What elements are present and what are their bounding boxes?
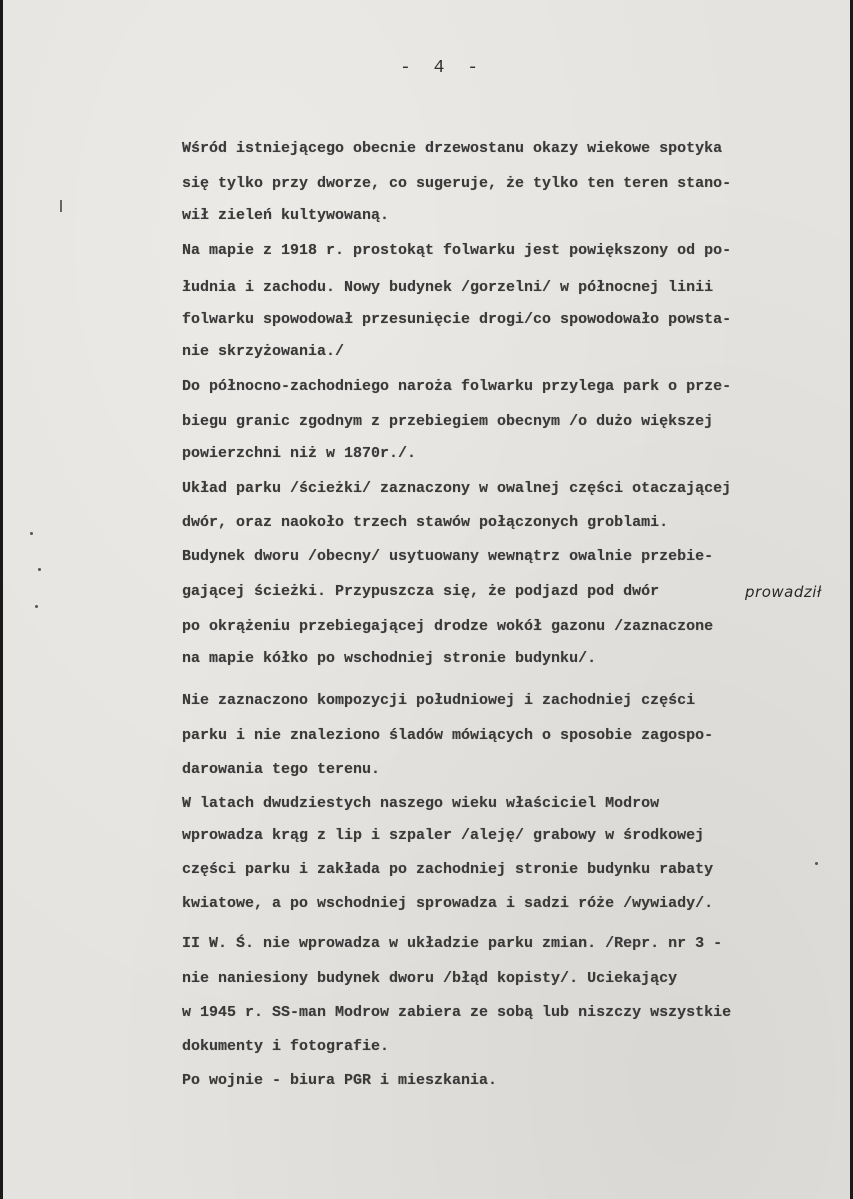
text-line: części parku i zakłada po zachodniej stronie budynku rabaty xyxy=(182,861,714,878)
text-line: Po wojnie - biura PGR i mieszkania. xyxy=(182,1072,498,1089)
margin-dot xyxy=(30,532,33,535)
text-line: się tylko przy dworze, co sugeruje, że tylko ten teren stano- xyxy=(182,175,732,192)
text-line: powierzchni niż w 1870r./. xyxy=(182,445,417,462)
text-line: Nie zaznaczono kompozycji południowej i zachodniej części xyxy=(182,692,696,709)
page-number: - 4 - xyxy=(400,58,485,78)
text-line: folwarku spowodował przesunięcie drogi/co spowodowało powsta- xyxy=(182,311,732,328)
margin-dot xyxy=(815,862,818,865)
left-page-edge xyxy=(0,0,3,1199)
text-line: biegu granic zgodnym z przebiegiem obecnym /o dużo większej xyxy=(182,413,714,430)
text-line: Do północno-zachodniego naroża folwarku przylega park o prze- xyxy=(182,378,732,395)
text-line: łudnia i zachodu. Nowy budynek /gorzelni/ w północnej linii xyxy=(182,279,714,296)
handwritten-note: prowadził xyxy=(745,583,822,601)
text-line: II W. Ś. nie wprowadza w układzie parku zmian. /Repr. nr 3 - xyxy=(182,935,723,952)
text-line: dokumenty i fotografie. xyxy=(182,1038,390,1055)
text-line: nie naniesiony budynek dworu /błąd kopisty/. Uciekający xyxy=(182,970,678,987)
text-line: nie skrzyżowania./ xyxy=(182,343,345,360)
text-line: na mapie kółko po wschodniej stronie budynku/. xyxy=(182,650,597,667)
text-line: Wśród istniejącego obecnie drzewostanu okazy wiekowe spotyka xyxy=(182,140,723,157)
text-line: gającej ścieżki. Przypuszcza się, że podjazd pod dwór xyxy=(182,583,660,600)
text-line: Na mapie z 1918 r. prostokąt folwarku jest powiększony od po- xyxy=(182,242,732,259)
text-line: dwór, oraz naokoło trzech stawów połączonych groblami. xyxy=(182,514,669,531)
text-line: wił zieleń kultywowaną. xyxy=(182,207,390,224)
text-line: w 1945 r. SS-man Modrow zabiera ze sobą lub niszczy wszystkie xyxy=(182,1004,732,1021)
margin-dot xyxy=(38,568,41,571)
margin-dot xyxy=(35,605,38,608)
text-line: Budynek dworu /obecny/ usytuowany wewnątrz owalnie przebie- xyxy=(182,548,714,565)
text-line: wprowadza krąg z lip i szpaler /aleję/ grabowy w środkowej xyxy=(182,827,705,844)
text-line: parku i nie znaleziono śladów mówiących o sposobie zagospo- xyxy=(182,727,714,744)
text-line: kwiatowe, a po wschodniej sprowadza i sadzi róże /wywiady/. xyxy=(182,895,714,912)
text-line: Układ parku /ścieżki/ zaznaczony w owalnej części otaczającej xyxy=(182,480,732,497)
text-line: darowania tego terenu. xyxy=(182,761,381,778)
margin-mark xyxy=(60,200,62,212)
text-line: W latach dwudziestych naszego wieku właściciel Modrow xyxy=(182,795,660,812)
text-line: po okrążeniu przebiegającej drodze wokół gazonu /zaznaczone xyxy=(182,618,714,635)
